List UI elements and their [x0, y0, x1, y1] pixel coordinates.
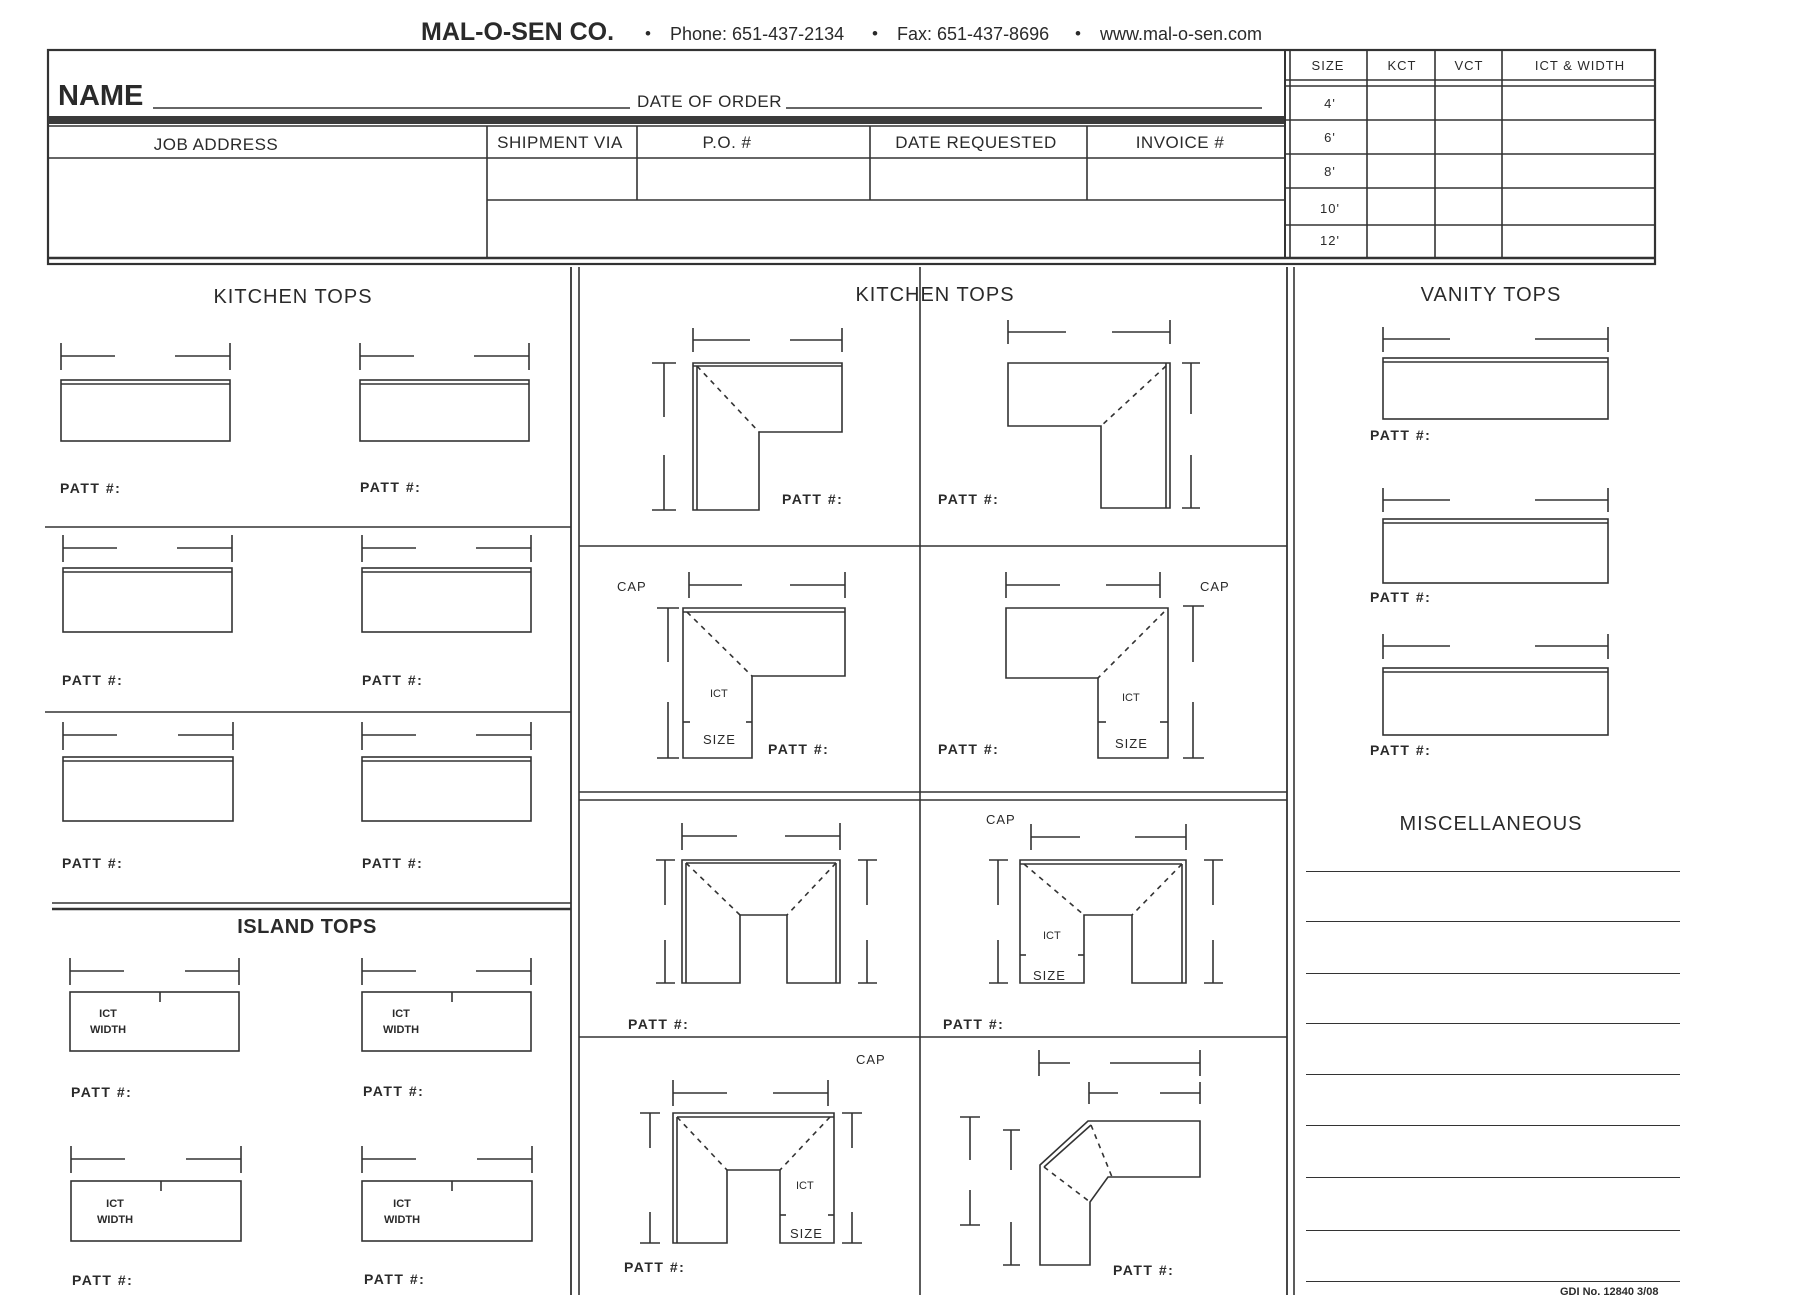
cap-label: CAP	[856, 1052, 886, 1067]
ict-text: ICT	[393, 1198, 411, 1210]
ict-label: ICT	[796, 1180, 814, 1192]
miscellaneous-title: MISCELLANEOUS	[1399, 813, 1583, 835]
pattern-number-label: PATT #:	[71, 1084, 133, 1100]
pattern-number-label: PATT #:	[362, 855, 424, 871]
ict-width-label	[384, 1196, 420, 1228]
kct-column-header: KCT	[1387, 58, 1417, 73]
misc-line[interactable]	[1306, 973, 1680, 974]
pattern-number-label: PATT #:	[768, 741, 830, 757]
pattern-number-label: PATT #:	[362, 672, 424, 688]
pattern-number-label: PATT #:	[72, 1272, 134, 1288]
pattern-number-label: PATT #:	[782, 491, 844, 507]
pattern-number-label: PATT #:	[60, 480, 122, 496]
ict-width-label	[383, 1006, 419, 1038]
misc-line[interactable]	[1306, 1281, 1680, 1282]
misc-line[interactable]	[1306, 871, 1680, 872]
job-address-label: JOB ADDRESS	[153, 135, 279, 154]
form-number: GDI No. 12840 3/08	[1560, 1286, 1659, 1298]
ict-width-label	[90, 1006, 126, 1038]
width-text: WIDTH	[383, 1024, 420, 1036]
misc-line[interactable]	[1306, 1074, 1680, 1075]
pattern-number-label: PATT #:	[624, 1259, 686, 1275]
pattern-number-label: PATT #:	[1370, 589, 1432, 605]
size-label: SIZE	[703, 732, 736, 747]
size-label: SIZE	[1115, 736, 1148, 751]
website-url: www.mal-o-sen.com	[1100, 24, 1263, 44]
pattern-number-label: PATT #:	[938, 491, 1000, 507]
fax-number: Fax: 651-437-8696	[897, 24, 1050, 44]
pattern-number-label: PATT #:	[364, 1271, 426, 1287]
ict-label: ICT	[1122, 692, 1140, 704]
size-column-header: SIZE	[1311, 58, 1345, 73]
size-row-label: 8'	[1324, 164, 1336, 179]
vanity-tops-title: VANITY TOPS	[1420, 284, 1562, 306]
ict-label: ICT	[1043, 930, 1061, 942]
date-of-order-label: DATE OF ORDER	[637, 92, 783, 111]
size-label: SIZE	[1033, 968, 1066, 983]
misc-line[interactable]	[1306, 1125, 1680, 1126]
pattern-number-label: PATT #:	[943, 1016, 1005, 1032]
vct-column-header: VCT	[1454, 58, 1484, 73]
pattern-number-label: PATT #:	[1370, 742, 1432, 758]
size-label: SIZE	[790, 1226, 823, 1241]
shipment-via-label: SHIPMENT VIA	[497, 133, 623, 152]
misc-line[interactable]	[1306, 1023, 1680, 1024]
po-number-label: P.O. #	[702, 133, 752, 152]
width-text: WIDTH	[97, 1214, 134, 1226]
pattern-number-label: PATT #:	[938, 741, 1000, 757]
kitchen-tops-title: KITCHEN TOPS	[213, 286, 373, 308]
separator-bullet: •	[645, 24, 651, 43]
company-name: MAL-O-SEN CO.	[421, 18, 615, 46]
pattern-number-label: PATT #:	[62, 672, 124, 688]
width-text: WIDTH	[384, 1214, 421, 1226]
ict-width-column-header: ICT & WIDTH	[1534, 58, 1626, 73]
cap-label: CAP	[1200, 579, 1230, 594]
size-row-label: 12'	[1320, 233, 1340, 248]
separator-bullet: •	[1075, 24, 1081, 43]
misc-line[interactable]	[1306, 1177, 1680, 1178]
cap-label: CAP	[617, 579, 647, 594]
ict-text: ICT	[99, 1008, 117, 1020]
size-row-label: 6'	[1324, 130, 1336, 145]
pattern-number-label: PATT #:	[360, 479, 422, 495]
ict-text: ICT	[106, 1198, 124, 1210]
pattern-number-label: PATT #:	[628, 1016, 690, 1032]
invoice-number-label: INVOICE #	[1135, 133, 1225, 152]
ict-width-label	[97, 1196, 133, 1228]
misc-line[interactable]	[1306, 921, 1680, 922]
cap-label: CAP	[986, 812, 1016, 827]
kitchen-tops-title: KITCHEN TOPS	[855, 284, 1015, 306]
size-row-label: 4'	[1324, 96, 1336, 111]
date-requested-label: DATE REQUESTED	[895, 133, 1057, 152]
island-tops-title: ISLAND TOPS	[237, 916, 377, 938]
misc-line[interactable]	[1306, 1230, 1680, 1231]
pattern-number-label: PATT #:	[62, 855, 124, 871]
ict-label: ICT	[710, 688, 728, 700]
pattern-number-label: PATT #:	[1370, 427, 1432, 443]
pattern-number-label: PATT #:	[1113, 1262, 1175, 1278]
separator-bullet: •	[872, 24, 878, 43]
pattern-number-label: PATT #:	[363, 1083, 425, 1099]
phone-number: Phone: 651-437-2134	[670, 24, 845, 44]
name-label: NAME	[58, 80, 144, 112]
ict-text: ICT	[392, 1008, 410, 1020]
size-row-label: 10'	[1320, 201, 1340, 216]
width-text: WIDTH	[90, 1024, 127, 1036]
